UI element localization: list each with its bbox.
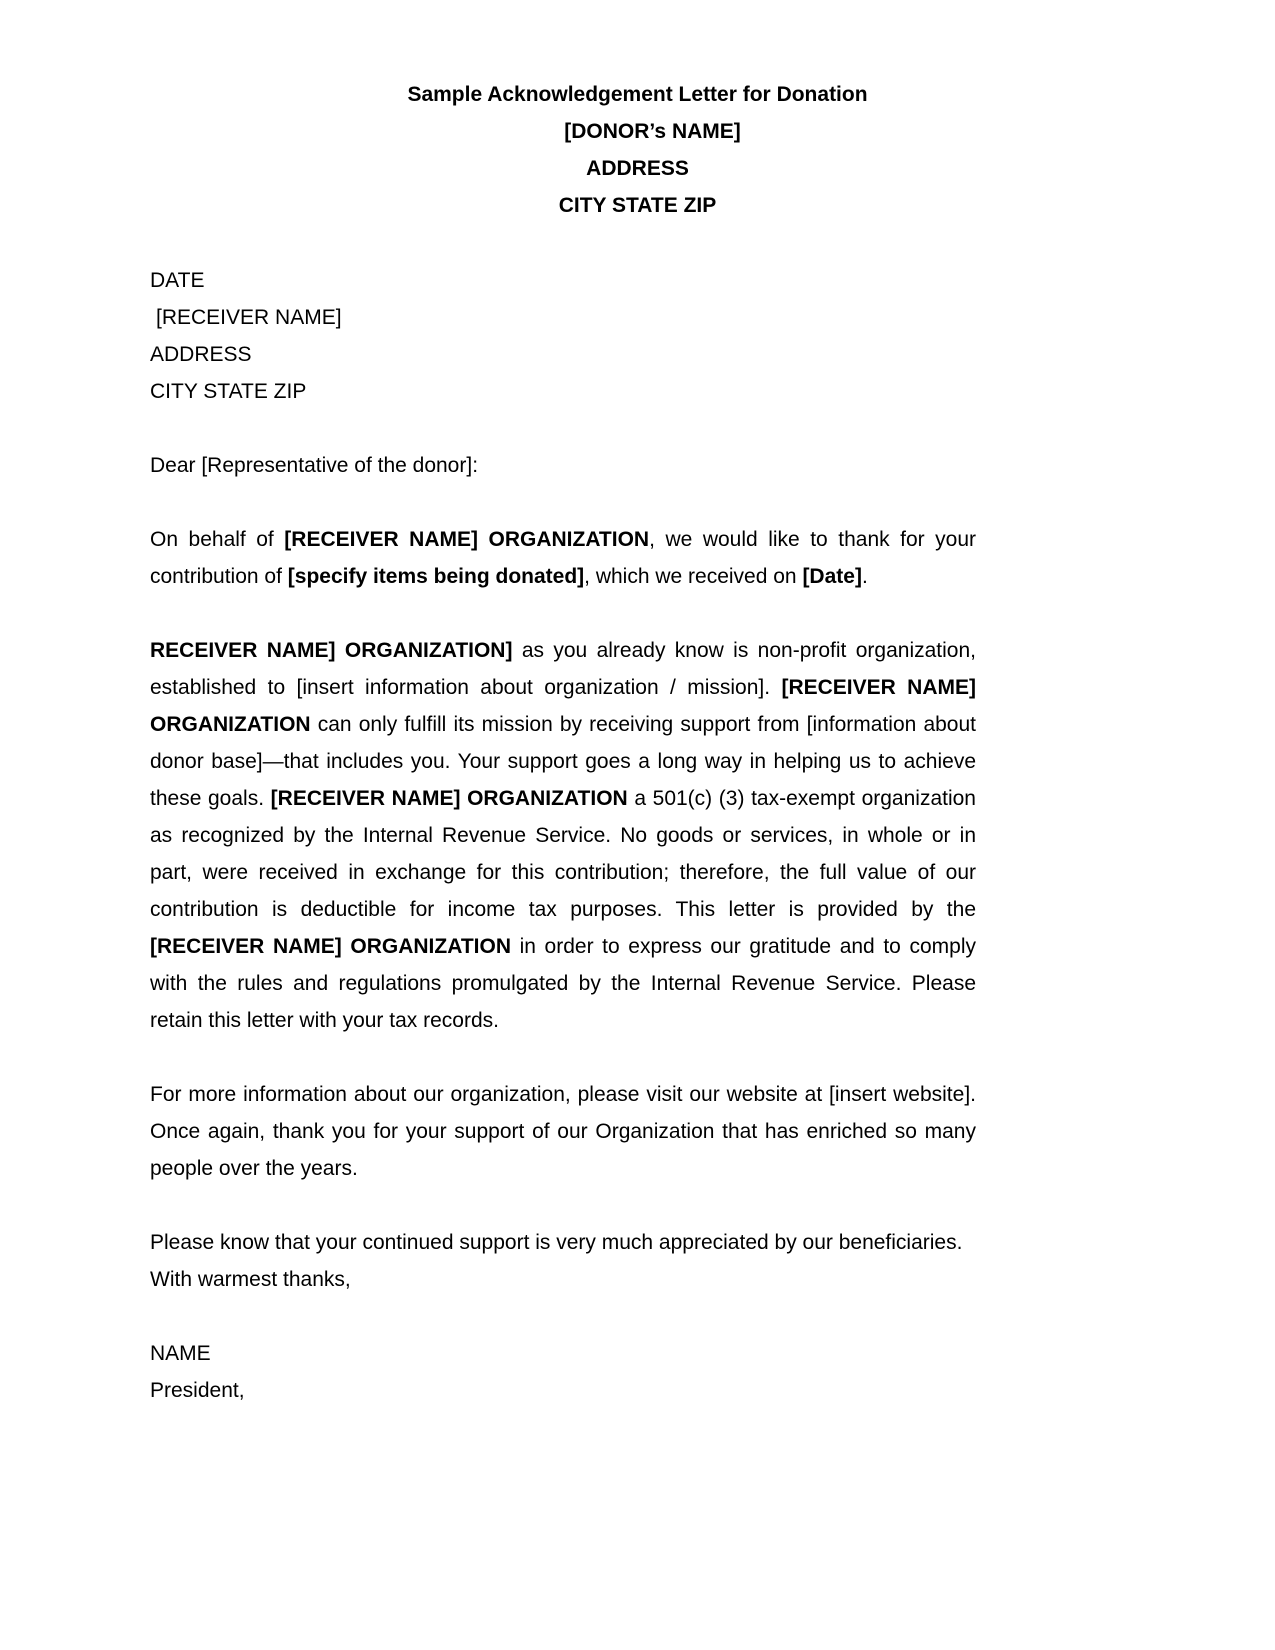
paragraph-text: in order to express our gratitude and to comply with the rules and regulations promulgated by the Internal Revenue Service. Please retain this letter with your tax records. <box>150 935 976 1032</box>
closing: With warmest thanks, <box>150 1268 351 1291</box>
donor-name: [DONOR’s NAME] <box>564 120 741 143</box>
salutation: Dear [Representative of the donor]: <box>150 454 479 477</box>
donor-city-state-zip: CITY STATE ZIP <box>558 194 717 217</box>
organization-name: [RECEIVER NAME] ORGANIZATION <box>150 935 511 958</box>
donor-address: ADDRESS <box>586 157 689 180</box>
letter-title: Sample Acknowledgement Letter for Donation <box>407 83 868 106</box>
paragraph-text: can only fulfill its mission by receiving support from [information about donor base]—that includes you. Your support goes a long way in helping us to achieve these goals. <box>150 713 976 810</box>
organization-name: [RECEIVER NAME] ORGANIZATION <box>150 676 976 736</box>
paragraph-text: , we would like to thank for your contribution of <box>150 528 977 588</box>
organization-name: RECEIVER NAME] ORGANIZATION] <box>150 639 513 662</box>
signature-title: President, <box>150 1379 245 1402</box>
donated-items: [specify items being donated] <box>287 565 585 588</box>
paragraph-text: as you already know is non-profit organization, established to [insert information about organization / mission]. <box>150 639 976 699</box>
recipient-address: ADDRESS <box>150 343 252 366</box>
paragraph-text: On behalf of <box>150 528 285 551</box>
paragraph-organization <box>150 632 976 1039</box>
paragraph-text: , which we received on <box>584 565 803 588</box>
paragraph-text: a 501(c) (3) tax-exempt organization as recognized by the Internal Revenue Service. No goods or services, in whole or in part, were received in exchange for this contribution; therefore, the full value of our contribution is deductible for income tax purposes. This letter is provided by the <box>150 787 976 921</box>
paragraph-text: . <box>861 565 868 588</box>
organization-name: [RECEIVER NAME] ORGANIZATION <box>270 787 628 810</box>
recipient-city-state-zip: CITY STATE ZIP <box>150 380 307 403</box>
organization-name: [RECEIVER NAME] ORGANIZATION <box>284 528 650 551</box>
signature-name: NAME <box>150 1342 211 1365</box>
letter-body <box>150 262 976 1409</box>
paragraph-website: For more information about our organization, please visit our website at [insert website]. Once again, thank you for your support of our Organization that has enriched so many people over the years. <box>150 1083 976 1180</box>
received-date: [Date] <box>802 565 862 588</box>
paragraph-appreciation: Please know that your continued support is very much appreciated by our beneficiaries. <box>150 1231 963 1254</box>
recipient-name: [RECEIVER NAME] <box>156 306 342 329</box>
recipient-block <box>150 262 976 410</box>
letter-header <box>0 76 1275 224</box>
recipient-date: DATE <box>150 269 205 292</box>
paragraph-thanks <box>150 521 976 595</box>
